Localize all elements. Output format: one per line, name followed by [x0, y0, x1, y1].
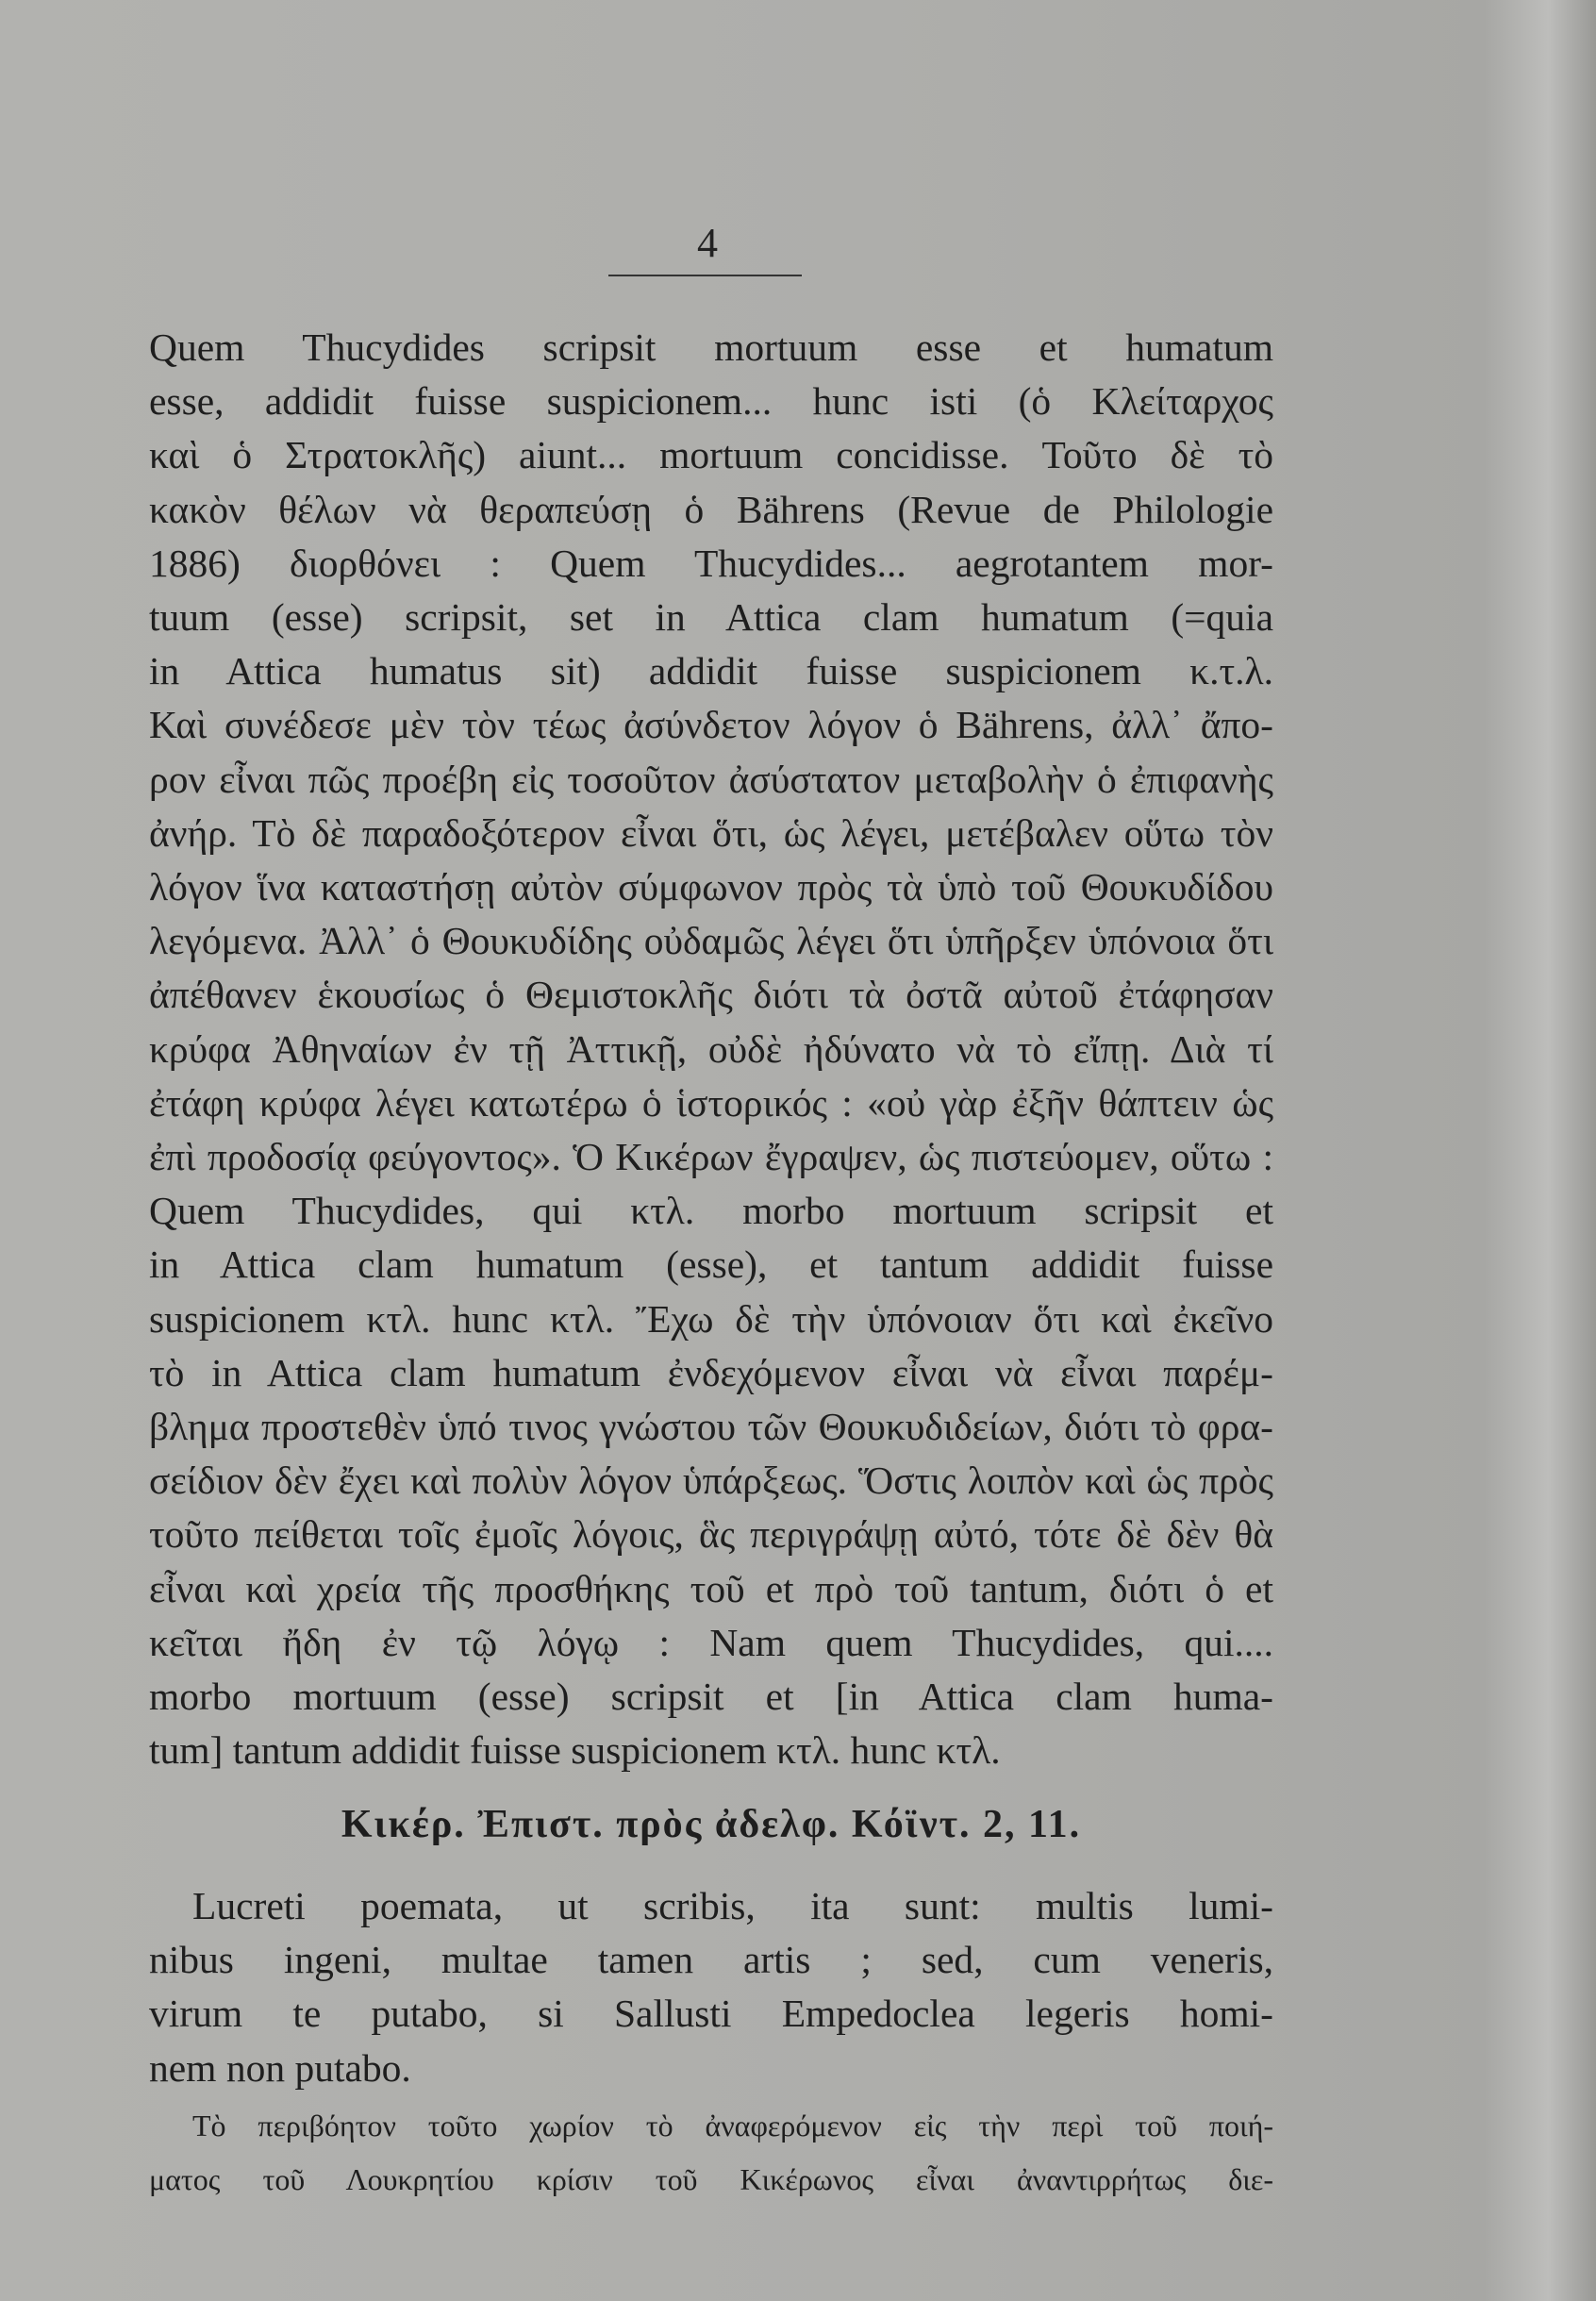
text-line: ἐπὶ προδοσίᾳ φεύγοντος». Ὁ Κικέρων ἔγραψεν, ὡς πιστεύομεν, οὕτω : — [149, 1135, 1273, 1179]
text-line: ρον εἶναι πῶς προέβη εἰς τοσοῦτον ἀσύστατον μεταβολὴν ὁ ἐπιφανὴς — [149, 757, 1273, 801]
text-line: σείδιον δὲν ἔχει καὶ πολὺν λόγον ὑπάρξεως. Ὅστις λοιπὸν καὶ ὡς πρὸς — [149, 1459, 1273, 1503]
text-line: Quem Thucydides scripsit mortuum esse et humatum — [149, 325, 1273, 369]
text-line: τὸ in Attica clam humatum ἐνδεχόμενον εἶναι νὰ εἶναι παρέμ- — [149, 1350, 1273, 1394]
text-line: καὶ ὁ Στρατοκλῆς) aiunt... mortuum concidisse. Τοῦτο δὲ τὸ — [149, 433, 1273, 477]
text-line: suspicionem κτλ. hunc κτλ. Ἔχω δὲ τὴν ὑπόνοιαν ὅτι καὶ ἐκεῖνο — [149, 1296, 1273, 1341]
text-line: ἀπέθανεν ἑκουσίως ὁ Θεμιστοκλῆς διότι τὰ ὀστᾶ αὐτοῦ ἐτάφησαν — [149, 973, 1273, 1017]
text-line: τοῦτο πείθεται τοῖς ἐμοῖς λόγοις, ἃς περιγράψῃ αὐτό, τότε δὲ δὲν θὰ — [149, 1512, 1273, 1557]
text-line: Lucreti poemata, ut scribis, ita sunt: multis lumi- — [192, 1884, 1273, 1927]
text-line: λόγον ἵνα καταστήσῃ αὐτὸν σύμφωνον πρὸς τὰ ὑπὸ τοῦ Θουκυδίδου — [149, 865, 1273, 909]
paragraph-1 — [149, 321, 1273, 1777]
text-line: εἶναι καὶ χρεία τῆς προσθήκης τοῦ et πρὸ τοῦ tantum, διότι ὁ et — [149, 1566, 1273, 1610]
text-line: 1886) διορθόνει : Quem Thucydides... aegrotantem mor- — [149, 541, 1273, 585]
text-line: κρύφα Ἀθηναίων ἐν τῇ Ἀττικῇ, οὐδὲ ἠδύνατο νὰ τὸ εἴπῃ. Διὰ τί — [149, 1026, 1273, 1071]
text-line: λεγόμενα. Ἀλλ᾽ ὁ Θουκυδίδης οὐδαμῶς λέγει ὅτι ὑπῆρξεν ὑπόνοια ὅτι — [149, 919, 1273, 963]
text-line: in Attica humatus sit) addidit fuisse suspicionem κ.τ.λ. — [149, 649, 1273, 693]
text-line: Καὶ συνέδεσε μὲν τὸν τέως ἀσύνδετον λόγον ὁ Bährens, ἀλλ᾽ ἄπο- — [149, 703, 1273, 747]
page-number-rule — [608, 275, 802, 276]
page-number: 4 — [697, 220, 718, 266]
paragraph-3 — [149, 2099, 1273, 2207]
text-line: ἐτάφη κρύφα λέγει κατωτέρω ὁ ἱστορικός : «οὐ γὰρ ἐξῆν θάπτειν ὡς — [149, 1080, 1273, 1125]
text-line: tum] tantum addidit fuisse suspicionem κτλ. hunc κτλ. — [149, 1728, 1001, 1773]
text-line: βλημα προστεθὲν ὑπό τινος γνώστου τῶν Θουκυδιδείων, διότι τὸ φρα- — [149, 1405, 1273, 1449]
section-heading: Κικέρ. Ἐπιστ. πρὸς ἀδελφ. Κόϊντ. 2, 11. — [341, 1803, 1082, 1846]
text-line: Τὸ περιβόητον τοῦτο χωρίον τὸ ἀναφερόμενον εἰς τὴν περὶ τοῦ ποιή- — [192, 2109, 1273, 2143]
text-line: κακὸν θέλων νὰ θεραπεύσῃ ὁ Bährens (Revue de Philologie — [149, 487, 1273, 531]
text-line: esse, addidit fuisse suspicionem... hunc isti (ὁ Κλείταρχος — [149, 379, 1273, 424]
text-line: ματος τοῦ Λουκρητίου κρίσιν τοῦ Κικέρωνος εἶναι ἀναντιρρήτως διε- — [149, 2162, 1273, 2197]
paragraph-2 — [149, 1879, 1273, 2095]
text-line: nem non putabo. — [149, 2045, 411, 2090]
text-line: morbo mortuum (esse) scripsit et [in Attica clam huma- — [149, 1675, 1273, 1719]
text-line: ἀνήρ. Τὸ δὲ παραδοξότερον εἶναι ὅτι, ὡς λέγει, μετέβαλεν οὕτω τὸν — [149, 810, 1273, 855]
text-line: κεῖται ἤδη ἐν τῷ λόγῳ : Nam quem Thucydides, qui.... — [149, 1620, 1273, 1664]
text-line: in Attica clam humatum (esse), et tantum addidit fuisse — [149, 1242, 1273, 1287]
text-line: Quem Thucydides, qui κτλ. morbo mortuum scripsit et — [149, 1189, 1273, 1233]
text-line: nibus ingeni, multae tamen artis ; sed, cum veneris, — [149, 1938, 1273, 1982]
text-line: tuum (esse) scripsit, set in Attica clam humatum (=quia — [149, 595, 1273, 640]
text-line: virum te putabo, si Sallusti Empedoclea legeris homi- — [149, 1992, 1273, 2036]
